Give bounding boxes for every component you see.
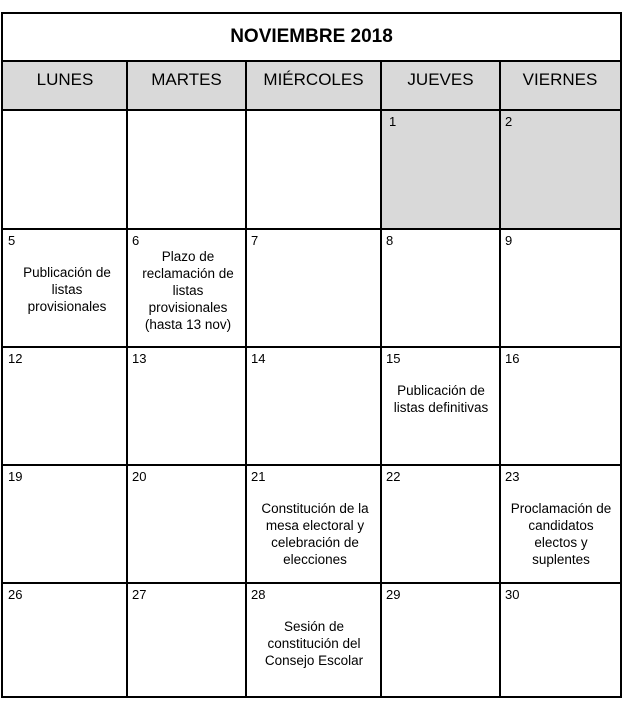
day-number: 21	[251, 469, 266, 484]
weekday-header-viernes: VIERNES	[500, 62, 620, 111]
day-number: 28	[251, 587, 266, 602]
day-cell	[500, 230, 620, 346]
day-number: 20	[132, 469, 147, 484]
day-cell	[500, 584, 620, 698]
event-note: Publicación de listas definitivas	[393, 383, 489, 415]
grid-line	[3, 464, 620, 466]
day-cell	[381, 348, 500, 464]
day-cell	[381, 230, 500, 346]
grid-line	[380, 62, 382, 698]
day-number: 13	[132, 351, 147, 366]
day-cell	[127, 584, 246, 698]
day-number: 8	[386, 233, 394, 248]
day-number: 14	[251, 351, 266, 366]
day-cell	[127, 111, 246, 228]
day-number: 30	[505, 587, 520, 602]
day-number: 19	[8, 469, 23, 484]
day-number: 7	[251, 233, 259, 248]
day-cell	[500, 466, 620, 582]
day-cell	[246, 230, 381, 346]
event-note: Constitución de la mesa electoral y celebración de elecciones	[261, 501, 369, 567]
day-number: 27	[132, 587, 147, 602]
day-number: 23	[505, 469, 520, 484]
day-number: 22	[386, 469, 401, 484]
day-number: 26	[8, 587, 23, 602]
day-cell	[127, 466, 246, 582]
day-cell	[500, 348, 620, 464]
grid-line	[126, 62, 128, 698]
weekday-header-martes: MARTES	[127, 62, 246, 111]
weekday-header-miercoles: MIÉRCOLES	[246, 62, 381, 111]
day-number: 16	[505, 351, 520, 366]
day-number: 29	[386, 587, 401, 602]
day-cell	[381, 584, 500, 698]
grid-line	[245, 62, 247, 698]
event-note: Sesión de constitución del Consejo Escolar	[264, 619, 364, 668]
day-cell	[500, 111, 620, 228]
calendar-table	[1, 12, 622, 698]
day-number: 5	[8, 233, 16, 248]
grid-line	[499, 62, 501, 698]
grid-line	[3, 228, 620, 230]
day-cell	[246, 348, 381, 464]
weekday-header-jueves: JUEVES	[381, 62, 500, 111]
day-cell	[3, 348, 127, 464]
day-number: 1	[389, 114, 397, 129]
event-note: Plazo de reclamación de listas provisionales (hasta 13 nov)	[142, 249, 234, 332]
grid-line	[3, 582, 620, 584]
day-cell	[3, 111, 127, 228]
calendar-title: NOVIEMBRE 2018	[3, 14, 620, 62]
event-note: Proclamación de candidatos electos y suplentes	[510, 501, 612, 567]
day-cell	[246, 466, 381, 582]
event-note: Publicación de listas provisionales	[23, 265, 111, 314]
day-number: 15	[386, 351, 401, 366]
grid-line	[3, 346, 620, 348]
day-number: 9	[505, 233, 513, 248]
weekday-header-lunes: LUNES	[3, 62, 127, 111]
day-cell	[127, 230, 246, 346]
day-number: 6	[132, 233, 140, 248]
day-cell	[3, 584, 127, 698]
day-cell	[3, 466, 127, 582]
day-number: 12	[8, 351, 23, 366]
day-number: 2	[505, 114, 513, 129]
day-cell	[381, 111, 500, 228]
day-cell	[246, 584, 381, 698]
day-cell	[3, 230, 127, 346]
day-cell	[127, 348, 246, 464]
day-cell	[381, 466, 500, 582]
day-cell	[246, 111, 381, 228]
